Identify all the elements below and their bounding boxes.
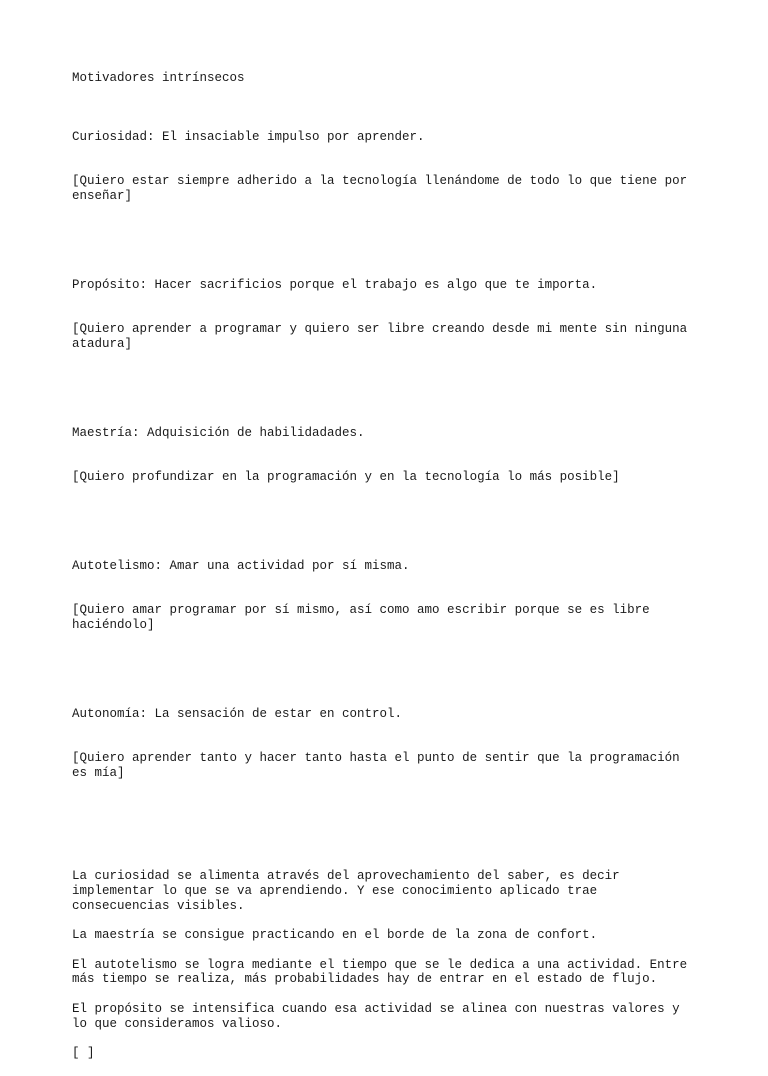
motivator-note: [Quiero aprender a programar y quiero ser libre creando desde mi mente sin ninguna atadura] [72,322,695,352]
motivator-curiosidad [72,100,702,233]
motivator-autonomia [72,677,702,810]
motivator-definition: Autonomía: La sensación de estar en control. [72,706,403,721]
motivator-proposito [72,248,702,381]
motivator-definition: Propósito: Hacer sacrificios porque el trabajo es algo que te importa. [72,277,598,292]
document-page [72,71,702,1076]
motivator-autotelismo [72,529,702,662]
reflection-paragraph: El autotelismo se logra mediante el tiempo que se le dedica a una actividad. Entre más tiempo se realiza, más probabilidades hay de entrar en el estado de flujo. [72,957,695,987]
reflection-paragraph: La curiosidad se alimenta através del aprovechamiento del saber, es decir implementar lo que se va aprendiendo. Y ese conocimiento aplicado trae consecuencias visibles. [72,868,628,913]
document-title: Motivadores intrínsecos [72,71,245,85]
motivator-note: [Quiero profundizar en la programación y en la tecnología lo más posible] [72,470,620,485]
motivator-maestria [72,396,702,514]
reflection-paragraph: El propósito se intensifica cuando esa actividad se alinea con nuestras valores y lo que consideramos valioso. [72,1001,688,1031]
motivator-note: [Quiero aprender tanto y hacer tanto hasta el punto de sentir que la programación es mía] [72,751,688,780]
blank-spacer [72,825,702,869]
motivator-note: [Quiero amar programar por sí mismo, así como amo escribir porque se es libre haciéndolo] [72,603,658,633]
reflection-paragraph: La maestría se consigue practicando en el borde de la zona de confort. [72,928,598,943]
motivator-definition: Curiosidad: El insaciable impulso por aprender. [72,130,425,145]
motivator-definition: Autotelismo: Amar una actividad por sí misma. [72,558,410,573]
motivator-note: [Quiero estar siempre adherido a la tecnología llenándome de todo lo que tiene por enseñar] [72,174,695,204]
closing-brackets: [ ] [72,1046,95,1061]
motivator-definition: Maestría: Adquisición de habilidadades. [72,425,365,440]
